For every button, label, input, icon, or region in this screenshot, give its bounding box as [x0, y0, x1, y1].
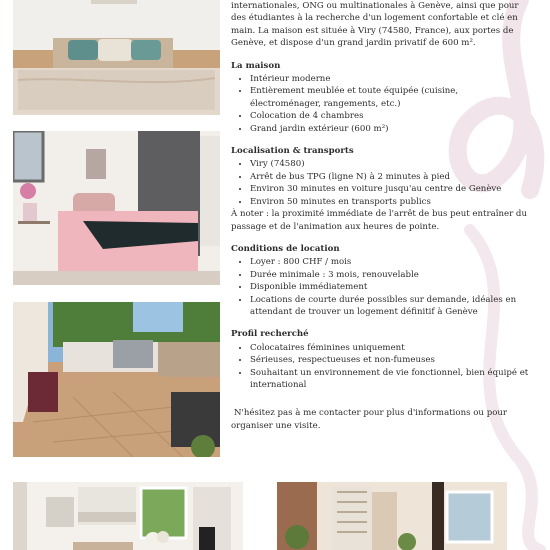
listing-text — [231, 0, 531, 441]
list-item: • Durée minimale : 3 mois, renouvelable — [250, 269, 531, 281]
list-item: • Loyer : 800 CHF / mois — [250, 256, 531, 268]
photo-bedroom-2 — [13, 131, 220, 285]
list-item: • Locations de courte durée possibles sur demande, idéales en attendant de trouver un logement définitif à Genève — [250, 294, 531, 319]
list-item: • Arrêt de bus TPG (ligne N) à 2 minutes à pied — [250, 171, 531, 183]
maison-list — [231, 73, 531, 135]
photo-bedroom-1 — [13, 0, 220, 115]
profil-list — [231, 342, 531, 392]
list-item: • Intérieur moderne — [250, 73, 531, 85]
section-title-conditions: Conditions de location — [231, 243, 340, 254]
photo-living-room — [277, 482, 507, 550]
photo-kitchen — [13, 482, 243, 550]
section-title-localisation: Localisation & transports — [231, 146, 354, 157]
photo-terrace — [13, 302, 220, 457]
list-item: • Disponible immédiatement — [250, 281, 531, 293]
list-item: • Colocation de 4 chambres — [250, 110, 531, 122]
list-item: • Environ 50 minutes en transports publics — [250, 196, 531, 208]
list-item: • Entièrement meublée et toute équipée (cuisine, électroménager, rangements, etc.) — [250, 85, 531, 110]
localisation-list — [231, 158, 531, 208]
list-item: • Colocataires féminines uniquement — [250, 342, 531, 354]
list-item: • Souhaitant un environnement de vie fonctionnel, bien équipé et international — [250, 367, 531, 392]
list-item: • Grand jardin extérieur (600 m²) — [250, 123, 531, 135]
intro-paragraph: internationales, ONG ou multinationales à Genève, ainsi que pour des étudiantes à la recherche d'un logement confortable et clé en main. La maison est située à Viry (74580, France), aux portes de Genève, et dispose d'un grand jardin privatif de 600 m². — [231, 1, 519, 49]
conditions-list — [231, 256, 531, 318]
localisation-note: À noter : la proximité immédiate de l'arrêt de bus peut entraîner du passage et de l'animation aux heures de pointe. — [231, 209, 527, 232]
list-item: • Viry (74580) — [250, 158, 531, 170]
list-item: • Environ 30 minutes en voiture jusqu'au centre de Genève — [250, 183, 531, 195]
closing-paragraph: N'hésitez pas à me contacter pour plus d'informations ou pour organiser une visite. — [231, 408, 508, 431]
section-title-maison: La maison — [231, 60, 281, 71]
list-item: • Sérieuses, respectueuses et non-fumeuses — [250, 354, 531, 366]
section-title-profil: Profil recherché — [231, 329, 309, 340]
